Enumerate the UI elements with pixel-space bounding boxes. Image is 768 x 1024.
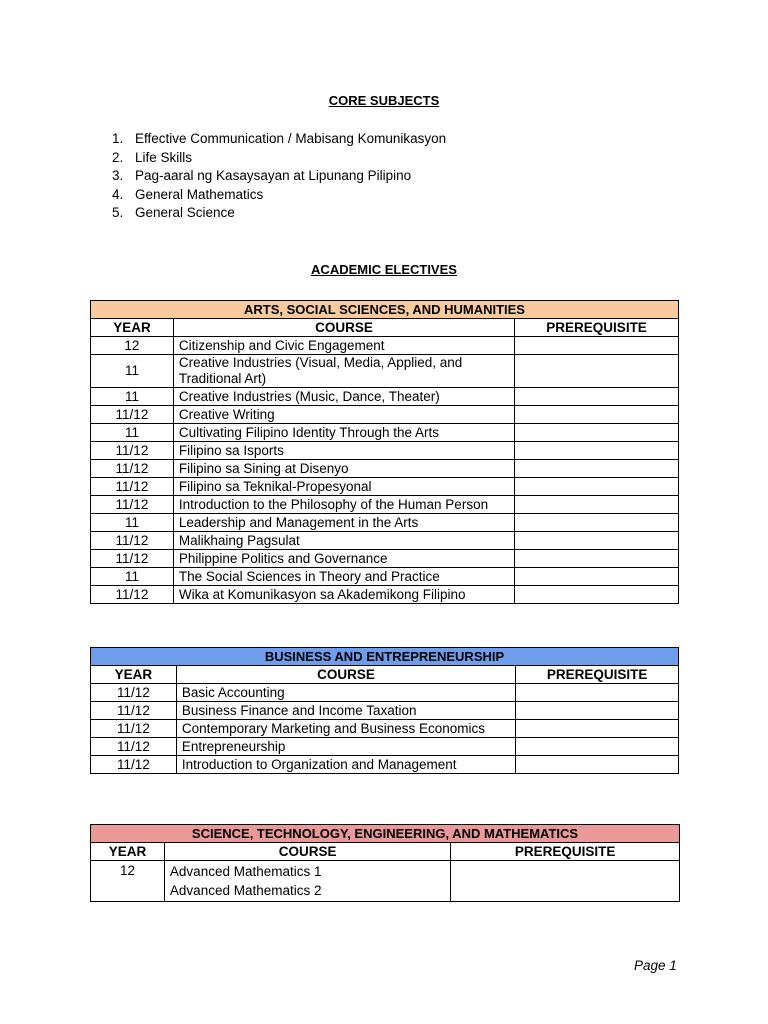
table-row: 11/12 Creative Writing xyxy=(91,406,679,424)
course-line: Advanced Mathematics 1 xyxy=(169,864,322,879)
year-header: YEAR xyxy=(91,666,177,684)
prerequisite-header: PREREQUISITE xyxy=(515,319,679,337)
business-table xyxy=(90,647,679,774)
year-header: YEAR xyxy=(91,843,165,861)
list-item: 1. Effective Communication / Mabisang Komunikasyon xyxy=(112,131,447,146)
course-header: COURSE xyxy=(164,843,450,861)
table-row: 11 Creative Industries (Music, Dance, Theater) xyxy=(91,388,679,406)
table-row: 11 Creative Industries (Visual, Media, Applied, and Traditional Art) xyxy=(91,355,679,388)
table-row: 11/12 Introduction to Organization and Management xyxy=(91,756,679,774)
table-title: SCIENCE, TECHNOLOGY, ENGINEERING, AND MATHEMATICS xyxy=(91,825,680,843)
table-row: 11 The Social Sciences in Theory and Practice xyxy=(91,568,679,586)
table-row: 11/12 Filipino sa Isports xyxy=(91,442,679,460)
course-header: COURSE xyxy=(173,319,514,337)
table-row: 11/12 Filipino sa Sining at Disenyo xyxy=(91,460,679,478)
stem-table xyxy=(90,824,680,902)
table-row: 11/12 Entrepreneurship xyxy=(91,738,679,756)
table-row: 11/12 Wika at Komunikasyon sa Akademikong Filipino xyxy=(91,586,679,604)
table-row: 12 Citizenship and Civic Engagement xyxy=(91,337,679,355)
table-title: ARTS, SOCIAL SCIENCES, AND HUMANITIES xyxy=(91,301,679,319)
page-number: Page 1 xyxy=(634,958,677,973)
year-header: YEAR xyxy=(91,319,174,337)
core-subjects-list xyxy=(112,130,446,223)
course-header: COURSE xyxy=(176,666,515,684)
course-line: Advanced Mathematics 2 xyxy=(169,883,322,898)
arts-table xyxy=(90,300,679,604)
table-row: 11/12 Contemporary Marketing and Business Economics xyxy=(91,720,679,738)
table-row: 11/12 Philippine Politics and Governance xyxy=(91,550,679,568)
table-row: 11 Leadership and Management in the Arts xyxy=(91,514,679,532)
list-item: 5. General Science xyxy=(112,205,235,220)
table-title: BUSINESS AND ENTREPRENEURSHIP xyxy=(91,648,679,666)
table-row: 12 Advanced Mathematics 1 Advanced Mathematics 2 xyxy=(91,861,680,902)
table-row: 11/12 Filipino sa Teknikal-Propesyonal xyxy=(91,478,679,496)
list-item: 3. Pag-aaral ng Kasaysayan at Lipunang Pilipino xyxy=(112,168,412,183)
prerequisite-header: PREREQUISITE xyxy=(516,666,679,684)
table-row: 11/12 Business Finance and Income Taxation xyxy=(91,702,679,720)
list-item: 4. General Mathematics xyxy=(112,186,264,202)
table-row: 11/12 Introduction to the Philosophy of the Human Person xyxy=(91,496,679,514)
academic-electives-heading: ACADEMIC ELECTIVES xyxy=(311,262,457,277)
core-subjects-heading: CORE SUBJECTS xyxy=(328,93,440,108)
table-row: 11/12 Basic Accounting xyxy=(91,684,679,702)
table-row: 11/12 Malikhaing Pagsulat xyxy=(91,532,679,550)
prerequisite-header: PREREQUISITE xyxy=(451,843,680,861)
table-row: 11 Cultivating Filipino Identity Through the Arts xyxy=(91,424,679,442)
list-item: 2. Life Skills xyxy=(112,149,193,165)
